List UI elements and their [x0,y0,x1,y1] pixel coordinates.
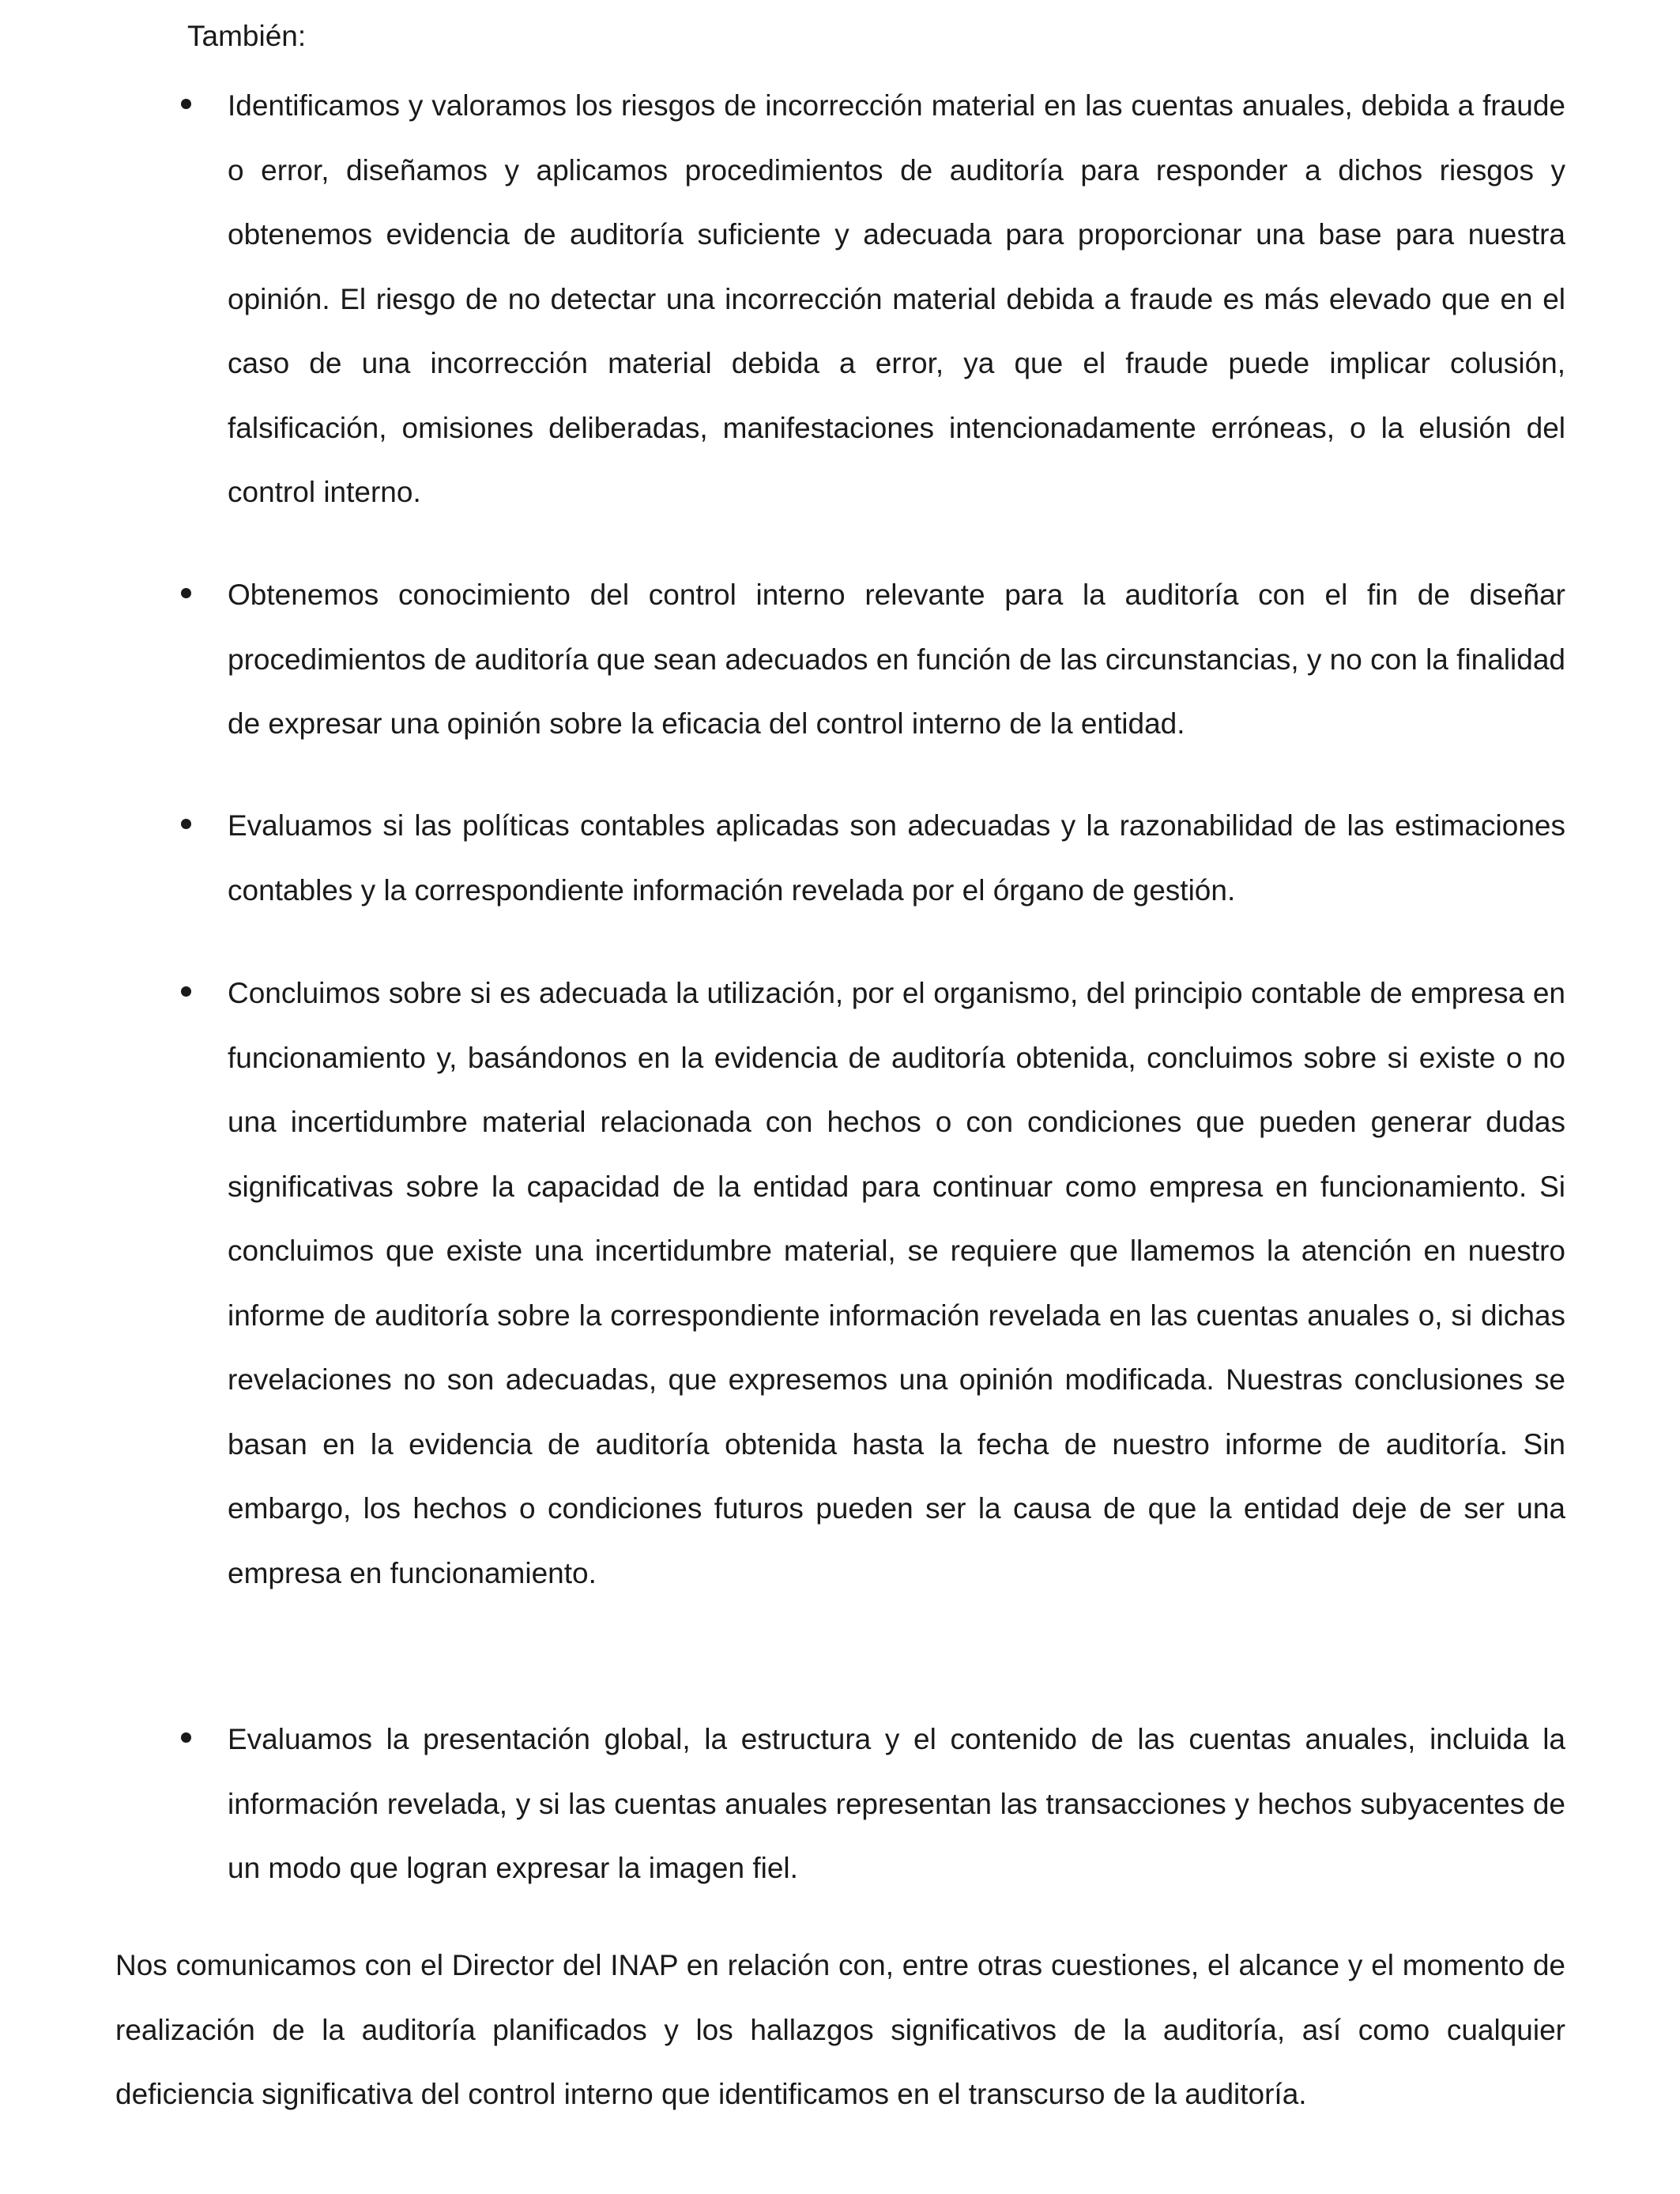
closing-paragraph: Nos comunicamos con el Director del INAP en relación con, entre otras cuestiones, el alcance y el momento de realización de la auditoría planificados y los hallazgos significativos de la auditoría, así como cualquier deficiencia significativa del control interno que identificamos en el transcurso de la auditoría. [115,1949,1565,2110]
intro-label: También: [187,20,307,52]
list-item-text: Evaluamos si las políticas contables aplicadas son adecuadas y la razonabilidad de las estimaciones contables y la correspondiente información revelada por el órgano de gestión. [228,809,1565,907]
list-item-text: Concluimos sobre si es adecuada la utilización, por el organismo, del principio contable de empresa en funcionamiento y, basándonos en la evidencia de auditoría obtenida, concluimos sobre si existe o no una incertidumbre material relacionada con hechos o con condiciones que pueden generar dudas significativas sobre la capacidad de la entidad para continuar como empresa en funcionamiento. Si concluimos que existe una incertidumbre material, se requiere que llamemos la atención en nuestro informe de auditoría sobre la correspondiente información revelada en las cuentas anuales o, si dichas revelaciones no son adecuadas, que expresemos una opinión modificada. Nuestras conclusiones se basan en la evidencia de auditoría obtenida hasta la fecha de nuestro informe de auditoría. Sin embargo, los hechos o condiciones futuros pueden ser la causa de que la entidad deje de ser una empresa en funcionamiento. [228,977,1565,1589]
list-item-text: Obtenemos conocimiento del control interno relevante para la auditoría con el fin de diseñar procedimientos de auditoría que sean adecuados en función de las circunstancias, y no con la finalidad de expresar una opinión sobre la eficacia del control interno de la entidad. [228,579,1565,740]
bullet-icon [181,819,191,829]
bullet-icon [181,99,191,109]
bullet-icon [181,1732,191,1743]
list-item [181,794,1565,922]
list-item-text: Evaluamos la presentación global, la estructura y el contenido de las cuentas anuales, incluida la información revelada, y si las cuentas anuales representan las transacciones y hechos subyacentes de un modo que logran expresar la imagen fiel. [228,1723,1565,1884]
list-item-text: Identificamos y valoramos los riesgos de incorrección material en las cuentas anuales, debida a fraude o error, diseñamos y aplicamos procedimientos de auditoría para responder a dichos riesgos y obtenemos evidencia de auditoría suficiente y adecuada para proporcionar una base para nuestra opinión. El riesgo de no detectar una incorrección material debida a fraude es más elevado que en el caso de una incorrección material debida a error, ya que el fraude puede implicar colusión, falsificación, omisiones deliberadas, manifestaciones intencionadamente erróneas, o la elusión del control interno. [228,89,1565,508]
list-item [181,1707,1565,1901]
bullet-icon [181,986,191,997]
list-item [181,74,1565,524]
bullet-icon [181,588,191,598]
list-item [181,563,1565,756]
list-item [181,961,1565,1670]
